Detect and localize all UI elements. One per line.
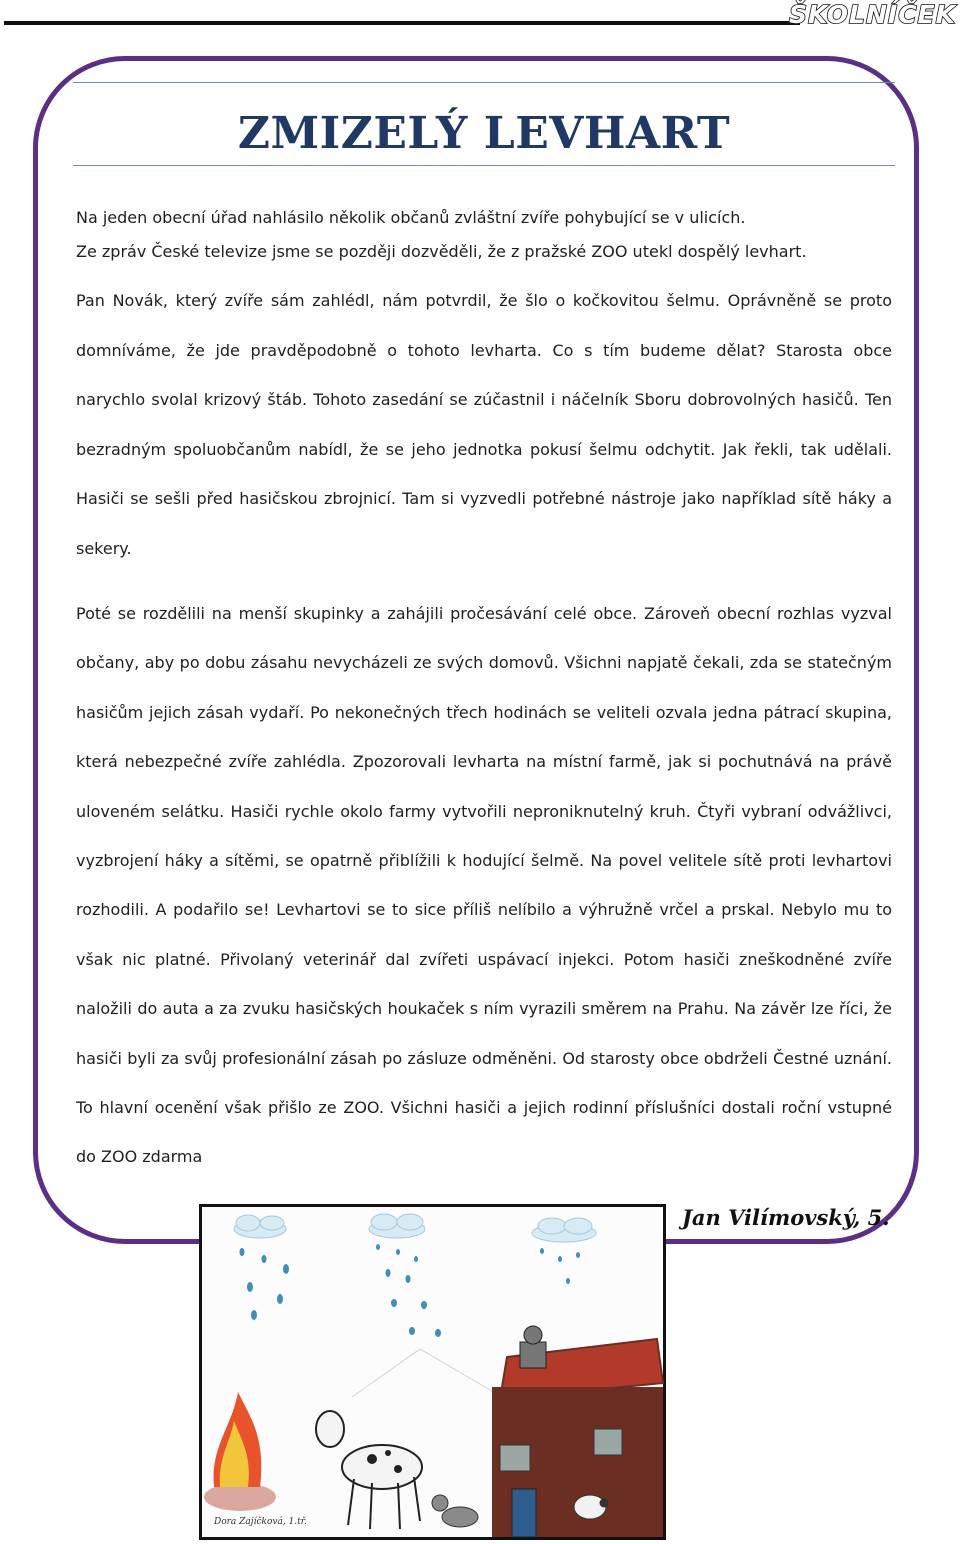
cloud-icon — [369, 1214, 425, 1238]
drawing-illustration — [202, 1207, 663, 1537]
drawing-caption: Dora Zajíčková, 1.tř. — [214, 1517, 307, 1527]
paragraph-2: Ze zpráv České televize jsme se později dozvěděli, že z pražské ZOO utekl dospělý levhart. — [76, 242, 807, 261]
paragraph-4: Poté se rozdělili na menší skupinky a zahájili pročesávání celé obce. Zároveň obecní rozhlas vyzval občany, aby po dobu zásahu nevycházeli ze svých domovů. Všichni napjatě čekali, zda se statečným hasičům jejich zásah vydaří. Po nekonečných třech hodinách se veliteli ozvala jedna pátrací skupina, která nebezpečné zvíře zahlédla. Zpozorovali levharta na místní farmě, jak si pochutnává na právě uloveném selátku. Hasiči rychle okolo farmy vytvořili neproniknutelný kruh. Čtyři vybraní odvážlivci, vyzbrojení háky a sítěmi, se opatrně přiblížili k hodující šelmě. Na povel velitele sítě proti levhartovi rozhodili. A podařilo se! Levhartovi se to sice příliš nelíbilo a výhružně vrčel a prskal. Nebylo mu to však nic platné. Přivolaný veterinář dal zvířeti uspávací injekci. Potom hasiči zneškodněné zvíře naložili do auta a za zvuku hasičských houkaček s ním vyrazili směrem na Prahu. Na závěr lze říci, že hasiči byli za svůj profesionální zásah po zásluze odměněni. Od starosty obce obdrželi Čestné uznání. To hlavní ocenění však přišlo ze ZOO. Všichni hasiči a jejich rodinní příslušníci dostali roční vstupné do ZOO zdarma — [76, 604, 892, 1167]
title-rule-bottom — [73, 165, 895, 166]
cloud-icon — [234, 1215, 286, 1238]
paragraph-3: Pan Novák, který zvíře sám zahlédl, nám potvrdil, že šlo o kočkovitou šelmu. Oprávněně se proto domníváme, že jde pravděpodobně o tohoto levharta. Co s tím budeme dělat? Starosta obce narychlo svolal krizový štáb. Tohoto zasedání se zúčastnil i náčelník Sboru dobrovolných hasičů. Ten bezradným spoluobčanům nabídl, že se jeho jednotka pokusí šelmu odchytit. Jak řekli, tak udělali. Hasiči se sešli před hasičskou zbrojnicí. Tam si vyzvedli potřebné nástroje jako například sítě háky a sekery. — [76, 291, 892, 558]
cloud-icon — [532, 1218, 596, 1242]
title-rule-top — [73, 82, 895, 83]
cat-icon — [520, 1326, 546, 1368]
fire-icon — [204, 1392, 276, 1511]
cow-icon — [316, 1411, 422, 1529]
article-title: ZMIZELÝ LEVHART — [237, 108, 731, 159]
masthead-logo: ŠKOLNÍČEK — [789, 0, 956, 29]
author-signature: Jan Vilímovský, 5. — [682, 1205, 890, 1230]
child-drawing — [199, 1204, 666, 1540]
paragraph-1: Na jeden obecní úřad nahlásilo několik občanů zvláštní zvíře pohybující se v ulicích. — [76, 208, 746, 227]
dog-icon — [432, 1495, 478, 1527]
rain-drops — [240, 1244, 581, 1337]
header-rule — [4, 21, 800, 25]
